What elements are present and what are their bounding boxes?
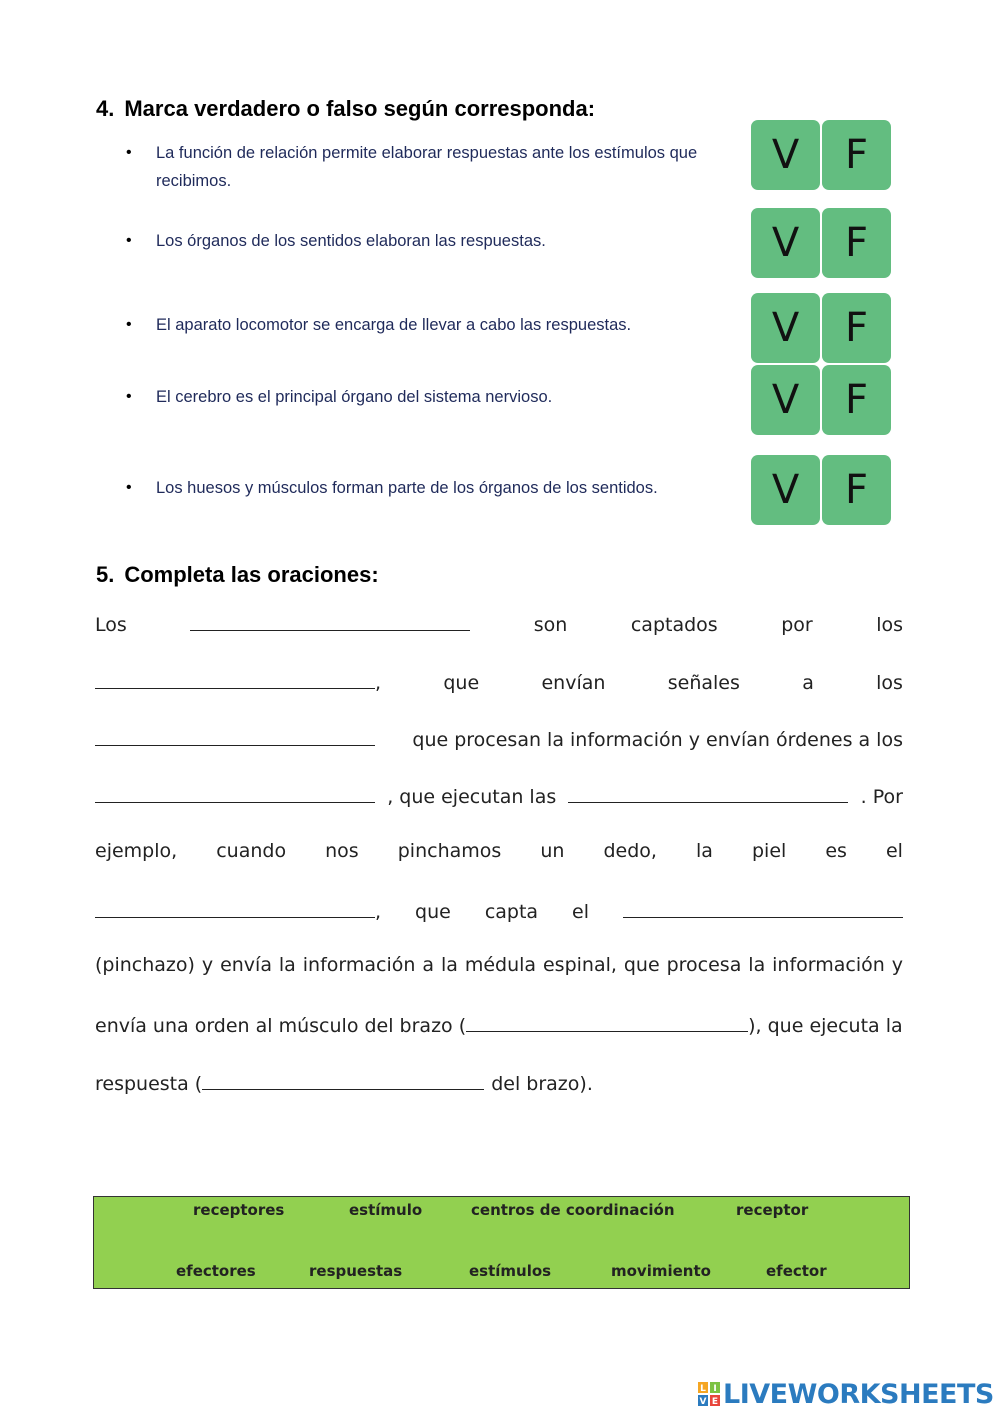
false-button-1[interactable]: F: [822, 120, 891, 190]
word: por: [781, 614, 813, 636]
true-button-3[interactable]: V: [751, 293, 820, 363]
sentence-line-1: [95, 610, 903, 640]
blank-group: [95, 1011, 903, 1037]
blank-9[interactable]: [202, 1069, 484, 1090]
word-bank-item[interactable]: efectores: [176, 1262, 256, 1280]
blank-7[interactable]: [623, 897, 903, 918]
blank-group: [95, 1069, 484, 1095]
true-button-5[interactable]: V: [751, 455, 820, 525]
vf-group-1: [751, 120, 892, 190]
bullet-icon: •: [126, 479, 132, 496]
sentence-line-5: [95, 840, 903, 870]
blank-6[interactable]: [95, 897, 375, 918]
vf-group-2: [751, 208, 892, 278]
sentence-text: (pinchazo) y envía la información a la médula espinal, que procesa la información y: [95, 954, 903, 976]
word-bank-item[interactable]: receptores: [193, 1201, 285, 1219]
word: el: [885, 840, 903, 862]
liveworksheets-logo-text: LIVEWORKSHEETS: [723, 1378, 994, 1410]
section-5-number: 5.: [96, 562, 115, 587]
statement-2: [126, 227, 738, 255]
word-bank-item[interactable]: movimiento: [611, 1262, 711, 1280]
word-bank: [93, 1196, 910, 1289]
word: los: [876, 672, 903, 694]
word: señales: [667, 672, 740, 694]
word: la: [696, 840, 713, 862]
word: los: [876, 614, 903, 636]
statement-5: [126, 474, 738, 502]
word: ejemplo,: [95, 840, 178, 862]
liveworksheets-logo-icon: [697, 1381, 721, 1407]
word: piel: [751, 840, 787, 862]
statement-4-text: El cerebro es el principal órgano del sistema nervioso.: [156, 388, 553, 406]
blank-3[interactable]: [95, 725, 375, 746]
word-bank-item[interactable]: respuestas: [309, 1262, 403, 1280]
word: captados: [630, 614, 718, 636]
word-bank-item[interactable]: estímulo: [349, 1201, 423, 1219]
word: a: [802, 672, 814, 694]
blank-group: [95, 668, 381, 694]
word: que: [443, 672, 480, 694]
false-button-2[interactable]: F: [822, 208, 891, 278]
word: dedo,: [603, 840, 657, 862]
statement-1: [126, 139, 738, 195]
section-5-heading: Completa las oraciones:: [124, 562, 379, 587]
false-button-5[interactable]: F: [822, 455, 891, 525]
word-bank-item[interactable]: estímulos: [469, 1262, 552, 1280]
section-4-number: 4.: [96, 96, 115, 121]
word-bank-item[interactable]: centros de coordinación: [471, 1201, 675, 1219]
vf-group-4: [751, 365, 892, 435]
false-button-4[interactable]: F: [822, 365, 891, 435]
true-button-4[interactable]: V: [751, 365, 820, 435]
word: un: [540, 840, 565, 862]
bullet-icon: •: [126, 232, 132, 249]
statement-3: [126, 311, 738, 339]
sentence-line-4: [95, 782, 903, 812]
blank-4[interactable]: [95, 782, 375, 803]
sentence-line-9: [95, 1069, 903, 1099]
word: Los: [95, 614, 127, 636]
blank-group: [95, 897, 381, 923]
vf-group-5: [751, 455, 892, 525]
blank-2[interactable]: [95, 668, 375, 689]
sentence-line-7: [95, 954, 903, 984]
vf-group-3: [751, 293, 892, 363]
true-button-1[interactable]: V: [751, 120, 820, 190]
statement-2-text: Los órganos de los sentidos elaboran las respuestas.: [156, 232, 546, 250]
sentence-line-8: [95, 1011, 903, 1041]
sentence-text: envía una orden al músculo del brazo (: [95, 1015, 467, 1037]
statement-5-text: Los huesos y músculos forman parte de los órganos de los sentidos.: [156, 479, 658, 497]
blank-1[interactable]: [190, 610, 470, 631]
statement-1-text: La función de relación permite elaborar respuestas ante los estímulos que recibimos.: [156, 144, 698, 190]
word: cuando: [216, 840, 287, 862]
word: el: [572, 901, 590, 923]
section-4-heading: Marca verdadero o falso según corresponda:: [124, 96, 596, 121]
word-bank-item[interactable]: receptor: [736, 1201, 809, 1219]
sentence-text: . Por: [860, 786, 903, 808]
comma: ,: [375, 901, 382, 923]
sentence-text: respuesta (: [95, 1073, 203, 1095]
blank-8[interactable]: [466, 1011, 748, 1032]
sentence-text: del brazo).: [491, 1073, 593, 1095]
bullet-icon: •: [126, 144, 132, 161]
word: que: [415, 901, 451, 923]
sentence-line-3: [95, 725, 903, 755]
false-button-3[interactable]: F: [822, 293, 891, 363]
bullet-icon: •: [126, 316, 132, 333]
word: capta: [484, 901, 539, 923]
statement-4: [126, 383, 738, 411]
sentence-text: que procesan la información y envían órdenes a los: [412, 729, 903, 751]
word: envían: [541, 672, 606, 694]
word: pinchamos: [397, 840, 502, 862]
blank-5[interactable]: [568, 782, 848, 803]
liveworksheets-logo: [697, 1378, 994, 1410]
sentence-line-2: [95, 668, 903, 698]
statement-3-text: El aparato locomotor se encarga de llevar a cabo las respuestas.: [156, 316, 632, 334]
sentence-text: ), que ejecuta la: [748, 1015, 903, 1037]
comma: ,: [375, 672, 382, 694]
bullet-icon: •: [126, 388, 132, 405]
logo-letter: E: [711, 1397, 719, 1407]
section-4-title: [96, 96, 595, 122]
word: nos: [325, 840, 359, 862]
sentence-line-6: [95, 897, 903, 927]
logo-letter: I: [713, 1384, 717, 1394]
word-bank-item[interactable]: efector: [766, 1262, 827, 1280]
section-5-title: [96, 562, 379, 588]
word: son: [533, 614, 568, 636]
logo-letter: L: [700, 1384, 706, 1394]
word: es: [825, 840, 847, 862]
true-button-2[interactable]: V: [751, 208, 820, 278]
logo-letter: V: [699, 1397, 707, 1407]
sentence-text: , que ejecutan las: [387, 786, 557, 808]
